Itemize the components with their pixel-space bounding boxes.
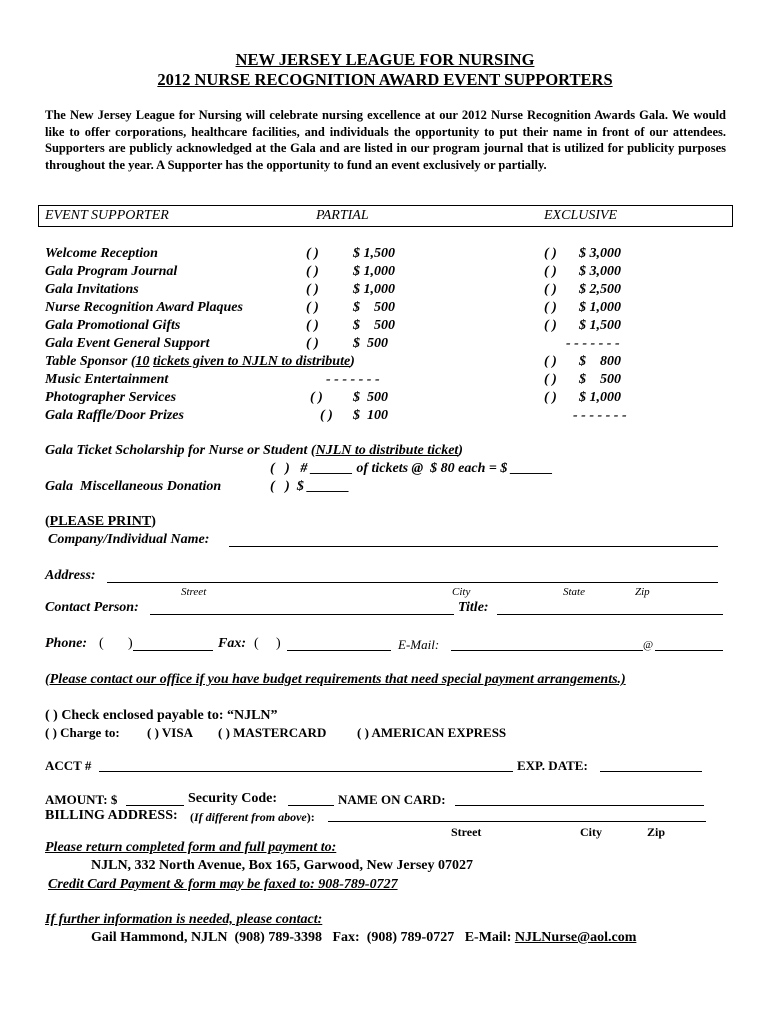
partial-amount: $ 1,500: [353, 246, 395, 261]
partial-amount: $ 1,000: [353, 264, 395, 279]
exclusive-amount: $ 1,000: [579, 300, 621, 315]
misc-donation-label: Gala Miscellaneous Donation: [45, 479, 222, 494]
fax-colon: :: [241, 636, 247, 651]
item-name: Gala Invitations: [45, 282, 139, 297]
misc-donation-field[interactable]: ( ) $ ______: [270, 479, 350, 494]
address-label-text: Address: [45, 568, 91, 583]
address-zip-caption: Zip: [635, 586, 650, 598]
billing-address-field[interactable]: [328, 821, 706, 822]
item-name: Gala Promotional Gifts: [45, 318, 181, 333]
fax-label-text: Fax: [218, 636, 242, 651]
please-print-open: (: [45, 514, 50, 529]
contact-colon: :: [134, 600, 139, 615]
check-option[interactable]: ( ) Check enclosed payable to: “NJLN”: [45, 708, 278, 723]
exclusive-amount: $ 1,000: [579, 390, 621, 405]
amount-label: AMOUNT: $: [45, 792, 118, 807]
amount-field[interactable]: [126, 805, 184, 806]
billing-note: [190, 810, 315, 825]
title-label: Title:: [458, 600, 489, 615]
title-field[interactable]: [497, 614, 723, 615]
exp-date-label: EXP. DATE:: [517, 758, 588, 773]
scholarship-underlined: NJLN to distribute ticket: [315, 443, 459, 458]
contact-label-text: Contact Person: [45, 600, 135, 615]
partial-checkbox[interactable]: ( ): [320, 408, 333, 423]
company-label-text: Company/Individual Name: [48, 532, 205, 547]
exclusive-amount: $ 2,500: [579, 282, 621, 297]
name-on-card-label: NAME ON CARD:: [338, 792, 446, 807]
partial-amount: - - - - - - -: [326, 372, 380, 387]
contact-line-text: Gail Hammond, NJLN (908) 789-3398 Fax: (908) 789-0727 E-Mail:: [91, 930, 515, 945]
contact-email-link[interactable]: NJLNurse@aol.com: [514, 930, 637, 945]
contact-line: [91, 930, 636, 946]
item-name: Nurse Recognition Award Plaques: [45, 300, 243, 315]
partial-checkbox[interactable]: ( ): [306, 246, 319, 261]
item-name: Gala Raffle/Door Prizes: [45, 408, 184, 423]
partial-amount: $ 500: [353, 300, 395, 315]
partial-checkbox[interactable]: ( ): [306, 336, 319, 351]
contact-heading: If further information is needed, please contact:: [45, 912, 323, 927]
exclusive-checkbox[interactable]: ( ): [544, 372, 557, 387]
fax-note: Credit Card Payment & form may be faxed to: 908-789-0727: [48, 877, 398, 892]
contact-field[interactable]: [150, 614, 454, 615]
table-sponsor-suffix: tickets given to NJLN to distribute: [153, 354, 351, 369]
phone-field[interactable]: [133, 650, 213, 651]
title-line-1: NEW JERSEY LEAGUE FOR NURSING: [235, 50, 535, 69]
partial-amount: $ 500: [353, 318, 395, 333]
security-code-field[interactable]: [288, 805, 334, 806]
exclusive-amount: $ 3,000: [579, 264, 621, 279]
exclusive-amount: - - - - - - -: [573, 408, 627, 423]
exclusive-checkbox[interactable]: ( ): [544, 318, 557, 333]
item-name: Photographer Services: [45, 390, 177, 405]
billing-note-open: (: [190, 810, 194, 824]
header-partial: PARTIAL: [316, 208, 369, 223]
partial-checkbox[interactable]: ( ): [306, 282, 319, 297]
billing-zip-caption: Zip: [647, 825, 666, 839]
mastercard-option[interactable]: ( ) MASTERCARD: [218, 725, 327, 740]
scholarship-label: [45, 443, 463, 459]
item-name: Music Entertainment: [45, 372, 169, 387]
address-state-caption: State: [563, 586, 585, 598]
exclusive-checkbox[interactable]: ( ): [544, 282, 557, 297]
address-colon: :: [90, 568, 96, 583]
exclusive-amount: $ 800: [579, 354, 621, 369]
address-street-caption: Street: [181, 586, 207, 598]
return-heading: Please return completed form and full payment to:: [45, 840, 337, 855]
billing-street-caption: Street: [451, 825, 482, 839]
exclusive-checkbox[interactable]: ( ): [544, 354, 557, 369]
fax-paren-open: (: [254, 636, 259, 651]
item-name: Welcome Reception: [45, 246, 158, 261]
header-exclusive: EXCLUSIVE: [544, 208, 618, 223]
please-print: [45, 514, 156, 530]
please-print-close: ): [151, 514, 156, 529]
table-sponsor-count: 10: [135, 354, 150, 369]
email-domain-field[interactable]: [655, 650, 723, 651]
partial-checkbox[interactable]: ( ): [306, 318, 319, 333]
email-at: @: [643, 639, 654, 651]
return-address: NJLN, 332 North Avenue, Box 165, Garwood, New Jersey 07027: [91, 858, 473, 873]
phone-label: Phone:: [45, 636, 87, 651]
fax-label: [218, 636, 246, 652]
item-name: Gala Program Journal: [45, 264, 178, 279]
partial-checkbox[interactable]: ( ): [306, 264, 319, 279]
acct-label: ACCT #: [45, 758, 92, 773]
amex-option[interactable]: ( ) AMERICAN EXPRESS: [357, 725, 507, 740]
contact-label: [45, 600, 139, 616]
item-name: Gala Event General Support: [45, 336, 210, 351]
address-label: [45, 568, 96, 584]
intro-paragraph: The New Jersey League for Nursing will celebrate nursing excellence at our 2012 Nurse Recognition Awards Gala. We would like to offer corporations, healthcare facilities, and individuals the opportunity to put their name in front of our attendees. Supporters are publicly acknowledged at the Gala and are listed in our program journal that is utilized for publicity purposes throughout the year. A Supporter has the opportunity to fund an event exclusively or partially.: [45, 108, 726, 172]
billing-note-text: If different from above: [194, 810, 307, 824]
company-colon: :: [204, 532, 210, 547]
fax-field[interactable]: [287, 650, 391, 651]
exclusive-checkbox[interactable]: ( ): [544, 390, 557, 405]
exclusive-checkbox[interactable]: ( ): [544, 246, 557, 261]
company-label: [48, 532, 209, 548]
header-event-supporter: EVENT SUPPORTER: [45, 208, 169, 223]
name-on-card-field[interactable]: [455, 805, 704, 806]
table-sponsor-label: [45, 354, 355, 370]
partial-amount: $ 100: [353, 408, 388, 423]
acct-field[interactable]: [99, 771, 513, 772]
please-print-text: PLEASE PRINT: [49, 514, 152, 529]
table-sponsor-close: ): [350, 354, 355, 369]
exclusive-checkbox[interactable]: ( ): [544, 264, 557, 279]
partial-checkbox[interactable]: ( ): [306, 300, 319, 315]
visa-option[interactable]: ( ) VISA: [147, 725, 193, 740]
partial-amount: $ 1,000: [353, 282, 395, 297]
billing-note-close: ):: [306, 810, 315, 824]
charge-option[interactable]: ( ) Charge to:: [45, 725, 120, 740]
scholarship-prefix: Gala Ticket Scholarship for Nurse or Student (: [45, 443, 316, 458]
security-code-label: Security Code:: [188, 791, 278, 806]
table-sponsor-prefix: Table Sponsor (: [45, 354, 136, 369]
partial-amount: $ 500: [353, 390, 388, 405]
budget-note: (Please contact our office if you have budget requirements that need special payment arrangements.): [45, 672, 626, 687]
title-line-2: 2012 NURSE RECOGNITION AWARD EVENT SUPPORTERS: [157, 70, 613, 89]
scholarship-tickets-line[interactable]: ( ) # ______ of tickets @ $ 80 each = $ ______: [270, 461, 553, 476]
exclusive-amount: $ 3,000: [579, 246, 621, 261]
phone-paren-close: ): [128, 636, 133, 651]
partial-checkbox[interactable]: ( ): [310, 390, 323, 405]
billing-city-caption: City: [580, 825, 602, 839]
billing-address-label: BILLING ADDRESS:: [45, 808, 178, 823]
phone-paren-open: (: [99, 636, 104, 651]
address-city-caption: City: [452, 586, 471, 598]
exclusive-amount: - - - - - - -: [566, 336, 620, 351]
exclusive-checkbox[interactable]: ( ): [544, 300, 557, 315]
scholarship-close: ): [458, 443, 463, 458]
exclusive-amount: $ 500: [579, 372, 621, 387]
company-field[interactable]: [229, 546, 718, 547]
exclusive-amount: $ 1,500: [579, 318, 621, 333]
fax-paren-close: ): [276, 636, 281, 651]
email-label: E-Mail:: [398, 637, 440, 652]
email-field[interactable]: [451, 650, 643, 651]
partial-amount: $ 500: [353, 336, 388, 351]
exp-date-field[interactable]: [600, 771, 702, 772]
address-field[interactable]: [107, 582, 718, 583]
